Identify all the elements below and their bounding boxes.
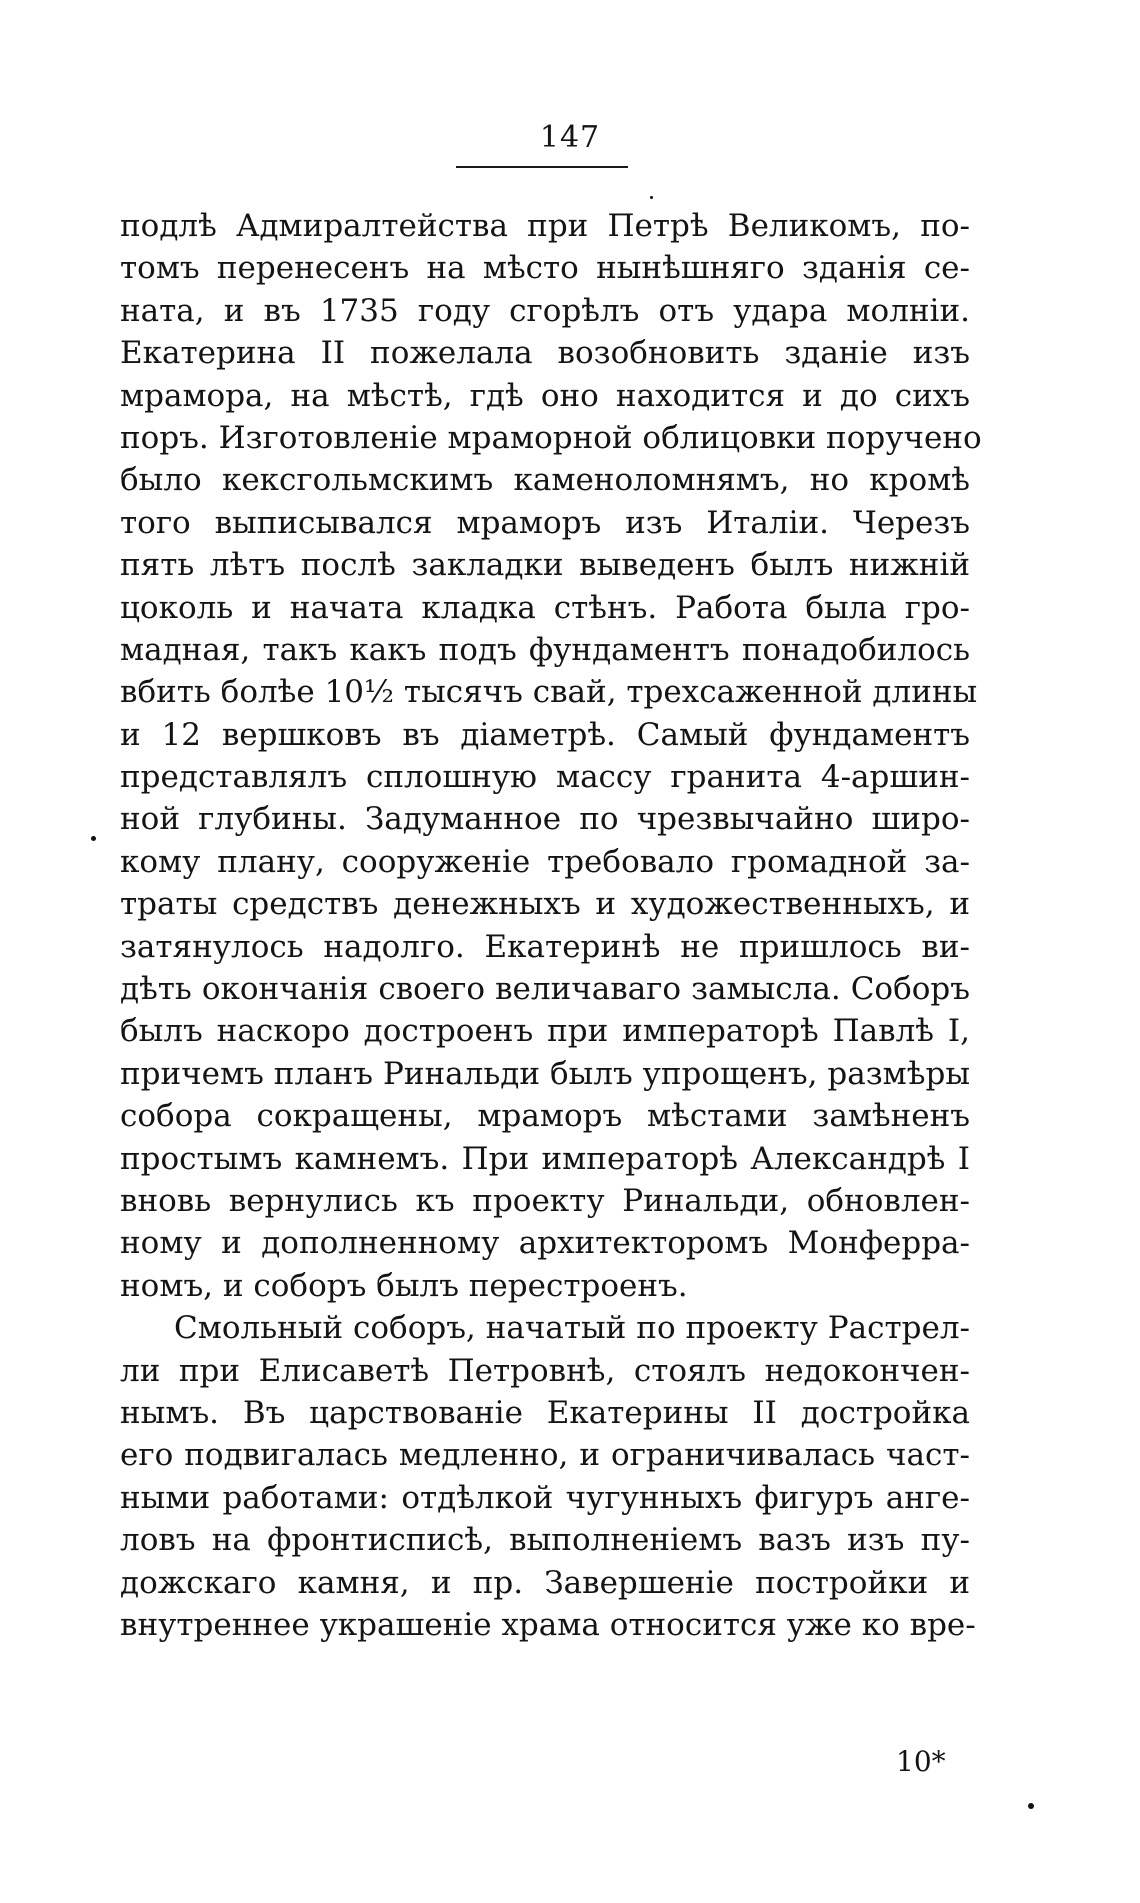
page-number: 147 [539,120,601,155]
text-line: ными работами: отдѣлкой чугунныхъ фигуръ анге- [120,1479,970,1516]
text-line: вбить болѣе 10½ тысячъ свай, трехсаженной длины [120,674,978,711]
text-line: было кексгольмскимъ каменоломнямъ, но кромѣ [120,462,970,499]
text-line: ному и дополненному архитекторомъ Монферра- [120,1225,970,1262]
text-line: затянулось надолго. Екатеринѣ не пришлось ви- [120,928,970,965]
text-line: былъ наскоро достроенъ при императорѣ Павлѣ I, [120,1013,970,1050]
text-line: кому плану, сооруженіе требовало громадной за- [120,843,970,880]
text-line: его подвигалась медленно, и ограничивалась част- [120,1437,970,1474]
text-line: дѣть окончанія своего величаваго замысла. Соборъ [120,971,970,1008]
text-line: причемъ планъ Ринальди былъ упрощенъ, размѣры [120,1055,970,1092]
text-line: поръ. Изготовленіе мраморной облицовки поручено [120,419,982,456]
signature-mark: 10* [896,1745,946,1778]
text-line: представлялъ сплошную массу гранита 4-аршин- [120,759,970,796]
text-body [120,205,982,1646]
text-line: дожскаго камня, и пр. Завершеніе постройки и [120,1564,970,1601]
text-line: Екатерина II пожелала возобновить зданіе изъ [120,335,970,372]
text-line: ли при Елисаветѣ Петровнѣ, стоялъ недокончен- [120,1352,970,1389]
text-line: ной глубины. Задуманное по чрезвычайно широ- [120,801,970,838]
text-line: номъ, и соборъ былъ перестроенъ. [120,1267,688,1304]
text-line: того выписывался мраморъ изъ Италіи. Черезъ [120,504,970,541]
scan-speck [650,196,653,199]
text-line: мрамора, на мѣстѣ, гдѣ оно находится и до сихъ [120,377,970,414]
header-rule [456,166,628,168]
text-line: простымъ камнемъ. При императорѣ Александрѣ I [120,1140,970,1177]
text-line: Смольный соборъ, начатый по проекту Растрел- [174,1310,970,1347]
text-line: собора сокращены, мраморъ мѣстами замѣненъ [120,1098,970,1135]
scan-speck [91,836,96,841]
text-line: подлѣ Адмиралтейства при Петрѣ Великомъ, по- [120,208,970,244]
text-line: мадная, такъ какъ подъ фундаментъ понадобилось [120,631,970,668]
scan-speck [1028,1803,1034,1809]
paragraph-2 [120,1307,976,1646]
text-line: внутреннее украшеніе храма относится уже ко вре- [120,1606,976,1643]
text-line: цоколь и начата кладка стѣнъ. Работа была гро- [120,589,970,626]
text-line: ната, и въ 1735 году сгорѣлъ отъ удара молніи. [120,292,970,329]
text-line: вновь вернулись къ проекту Ринальди, обновлен- [120,1182,970,1219]
text-line: пять лѣтъ послѣ закладки выведенъ былъ нижній [120,547,970,584]
text-line: и 12 вершковъ въ діаметрѣ. Самый фундаментъ [120,716,970,753]
text-line: траты средствъ денежныхъ и художественныхъ, и [120,886,970,923]
text-line: томъ перенесенъ на мѣсто нынѣшняго зданія се- [120,250,970,287]
text-line: нымъ. Въ царствованіе Екатерины II достройка [120,1394,970,1431]
text-line: ловъ на фронтисписѣ, выполненіемъ вазъ изъ пу- [120,1522,970,1559]
paragraph-1 [120,205,982,1307]
